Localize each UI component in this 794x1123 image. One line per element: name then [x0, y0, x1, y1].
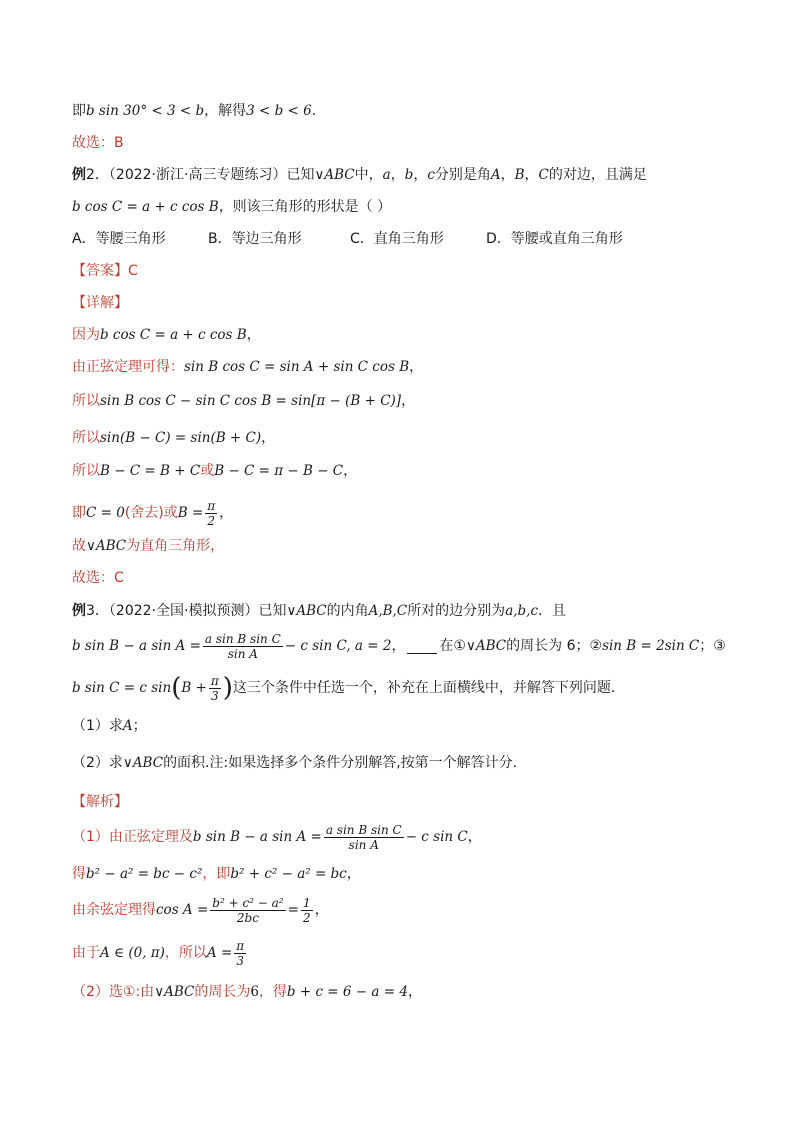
- question-1: （1）求A；: [72, 718, 147, 734]
- solution-heading: 【解析】: [72, 794, 128, 810]
- fraction-asinBsinC-over-sinA: $\frac{\text{a sin B sin C}}{\text{sin A}}$: [204, 631, 281, 661]
- question-2: （2）求∨ABC的面积.注:如果选择多个条件分别解答,按第一个解答计分.: [72, 755, 518, 771]
- detail-line-2: 由正弦定理可得：sin B cos C = sin A + sin C cos B，: [72, 359, 424, 375]
- fraction-pi-over-3: $\frac{\pi}{3}$: [210, 673, 219, 703]
- example-2-condition: b cos C = a + c cos B，则该三角形的形状是（ ）: [72, 199, 392, 215]
- fraction-cosine-law: $\frac{\text{b² + c² − a²}}{2bc}$: [212, 895, 284, 925]
- detail-heading: 【详解】: [72, 295, 128, 311]
- fill-in-blank: [407, 639, 437, 654]
- solution-line-1: （1）由正弦定理及b sin B − a sin A = $\frac{\text{a sin B sin C}}{\text{sin A}}$ − c sin C，: [72, 822, 482, 852]
- answer-line: 【答案】C: [72, 263, 138, 279]
- options-row: [72, 229, 632, 249]
- option-c: C．直角三角形: [350, 231, 444, 247]
- example-3-condition-3: b sin C = c sin(B + $\frac{\pi}{3}$ )这三个条件中任选一个，补充在上面横线中，并解答下列问题.: [72, 673, 616, 703]
- line-bsin30: 即b sin 30° < 3 < b，解得3 < b < 6.: [72, 103, 317, 119]
- detail-line-4: 所以sin(B − C) = sin(B + C)，: [72, 430, 276, 446]
- fraction-one-half: $\frac{1}{2}$: [302, 895, 311, 925]
- solution-line-3: 由余弦定理得cos A = $\frac{\text{b² + c² − a²}}{2bc}$ = $\frac{1}{2}$ ，: [72, 895, 329, 925]
- answer-line-b: 故选：B: [72, 135, 124, 151]
- example-3-heading: 例3．（2022·全国·模拟预测）已知∨ABC的内角A,B,C所对的边分别为a,b,c．且: [72, 603, 567, 619]
- fraction-solution-1: $\frac{\text{a sin B sin C}}{\text{sin A}}$: [325, 822, 402, 852]
- solution-line-4: 由于A ∈ (0, π)，所以A = $\frac{\pi}{3}$: [72, 938, 245, 968]
- solution-line-2: 得b² − a² = bc − c²，即b² + c² − a² = bc，: [72, 866, 361, 882]
- detail-line-3: 所以sin B cos C − sin C cos B = sin[π − (B + C)]，: [72, 393, 416, 409]
- option-a: A．等腰三角形: [72, 231, 166, 247]
- option-d: D．等腰或直角三角形: [486, 231, 623, 247]
- fraction-pi-over-2: $\frac{\pi}{2}$: [207, 498, 216, 528]
- example-3-condition: b sin B − a sin A = $\frac{\text{a sin B sin C}}{\text{sin A}}$ − c sin C, a = 2， 在①∨ABC的周长为 6；②sin B = 2sin C；③: [72, 631, 726, 661]
- detail-line-6: 即C = 0(舍去)或B = $\frac{\pi}{2}$ ，: [72, 498, 234, 528]
- detail-line-1: 因为b cos C = a + c cos B，: [72, 327, 261, 343]
- detail-line-5: 所以B − C = B + C或B − C = π − B − C，: [72, 463, 358, 479]
- fraction-pi-over-3-answer: $\frac{\pi}{3}$: [236, 938, 245, 968]
- solution-line-5: （2）选①:由∨ABC的周长为6，得b + c = 6 − a = 4，: [72, 984, 422, 1000]
- option-b: B．等边三角形: [208, 231, 302, 247]
- answer-line-c: 故选：C: [72, 570, 124, 586]
- detail-line-7: 故∨ABC为直角三角形，: [72, 538, 225, 554]
- example-2-heading: 例2．（2022·浙江·高三专题练习）已知∨ABC中，a，b，c分别是角A，B，C的对边，且满足: [72, 167, 647, 183]
